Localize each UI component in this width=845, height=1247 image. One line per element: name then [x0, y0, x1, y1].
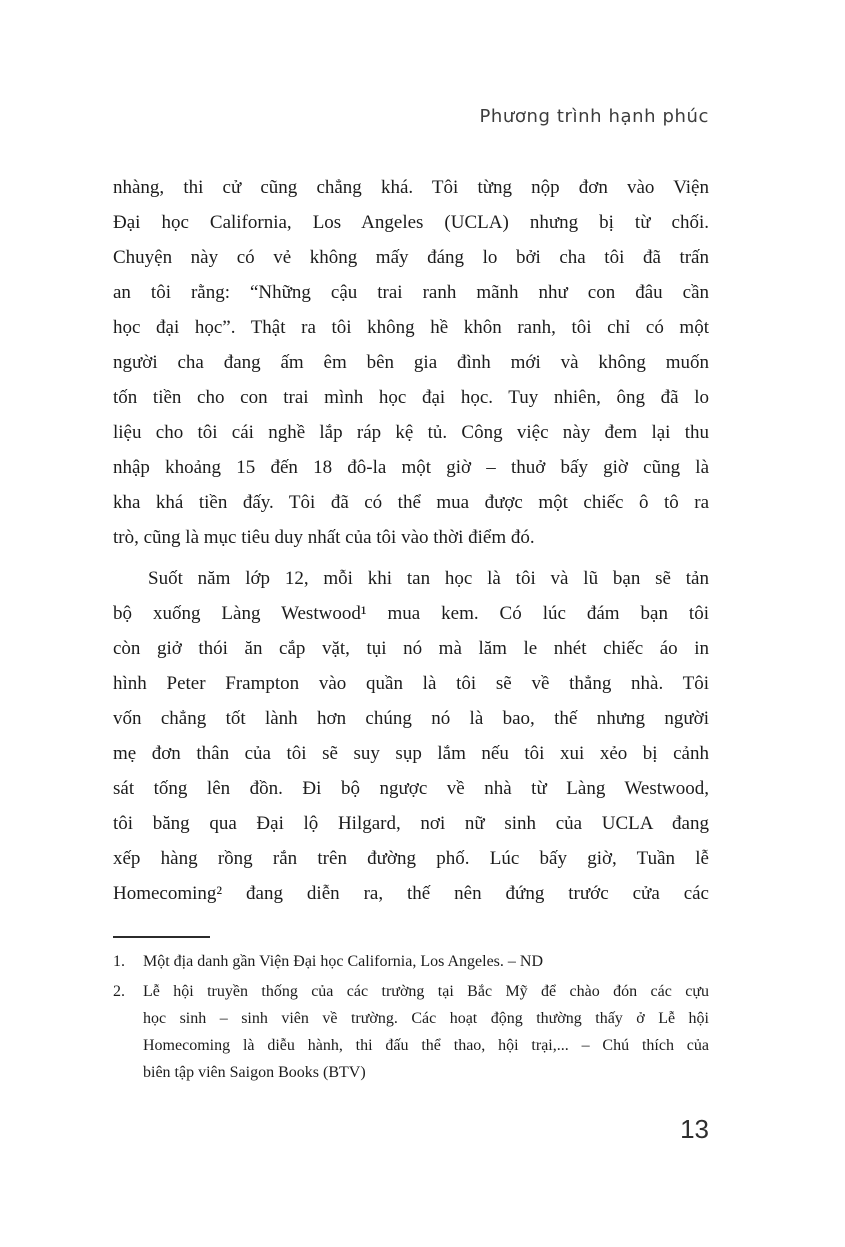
text-line: Chuyện này có vẻ không mấy đáng lo bởi cha tôi đã trấn	[113, 247, 709, 268]
text-line: học sinh – sinh viên về trường. Các hoạt động thường thấy ở Lễ hội	[143, 1010, 709, 1027]
footnote-number: 2.	[113, 983, 125, 1000]
text-line: học đại học”. Thật ra tôi không hề khôn ranh, tôi chỉ có một	[113, 317, 709, 338]
text-line: Lễ hội truyền thống của các trường tại Bắc Mỹ để chào đón các cựu	[143, 983, 709, 1000]
text-line: liệu cho tôi cái nghề lắp ráp kệ tủ. Công việc này đem lại thu	[113, 422, 709, 443]
footnote-separator	[113, 936, 210, 938]
page-number: 13	[680, 1114, 709, 1144]
footnote-item	[113, 978, 709, 1086]
text-line: sát tống lên đồn. Đi bộ ngược về nhà từ Làng Westwood,	[113, 778, 709, 799]
paragraph	[113, 561, 709, 911]
text-line: biên tập viên Saigon Books (BTV)	[143, 1064, 366, 1081]
text-line: bộ xuống Làng Westwood¹ mua kem. Có lúc đám bạn tôi	[113, 603, 709, 624]
footnote-text	[143, 948, 709, 975]
text-line: mẹ đơn thân của tôi sẽ suy sụp lắm nếu tôi xui xẻo bị cảnh	[113, 743, 709, 764]
text-line: nhàng, thi cử cũng chẳng khá. Tôi từng nộp đơn vào Viện	[113, 177, 709, 198]
footnote-item	[113, 948, 709, 975]
text-line: Đại học California, Los Angeles (UCLA) nhưng bị từ chối.	[113, 212, 709, 233]
paragraph	[113, 170, 709, 555]
text-line: trò, cũng là mục tiêu duy nhất của tôi vào thời điểm đó.	[113, 527, 535, 548]
text-line: còn giở thói ăn cắp vặt, tụi nó mà lăm le nhét chiếc áo in	[113, 638, 709, 659]
text-line: Suốt năm lớp 12, mỗi khi tan học là tôi và lũ bạn sẽ tản	[148, 568, 709, 589]
footnote-text	[143, 978, 709, 1086]
text-line: nhập khoảng 15 đến 18 đô-la một giờ – thuở bấy giờ cũng là	[113, 457, 709, 478]
text-line: Homecoming² đang diễn ra, thế nên đứng trước cửa các	[113, 883, 709, 904]
footnotes	[113, 948, 709, 1086]
text-line: tôi băng qua Đại lộ Hilgard, nơi nữ sinh của UCLA đang	[113, 813, 709, 834]
text-line: Homecoming là diễu hành, thi đấu thể thao, hội trại,... – Chú thích của	[143, 1037, 709, 1054]
text-line: hình Peter Frampton vào quần là tôi sẽ về thẳng nhà. Tôi	[113, 673, 709, 694]
text-line: tốn tiền cho con trai mình học đại học. Tuy nhiên, ông đã lo	[113, 387, 709, 408]
text-line: người cha đang ấm êm bên gia đình mới và không muốn	[113, 352, 709, 373]
footnote-number: 1.	[113, 953, 125, 970]
running-head-title: Phương trình hạnh phúc	[479, 106, 709, 127]
text-line: Một địa danh gần Viện Đại học California, Los Angeles. – ND	[143, 953, 543, 970]
text-line: an tôi rằng: “Những cậu trai ranh mãnh như con đâu cần	[113, 282, 709, 303]
body-text	[113, 170, 709, 911]
text-line: kha khá tiền đấy. Tôi đã có thể mua được một chiếc ô tô ra	[113, 492, 709, 513]
text-line: xếp hàng rồng rắn trên đường phố. Lúc bấy giờ, Tuần lễ	[113, 848, 709, 869]
text-line: vốn chẳng tốt lành hơn chúng nó là bao, thế nhưng người	[113, 708, 709, 729]
